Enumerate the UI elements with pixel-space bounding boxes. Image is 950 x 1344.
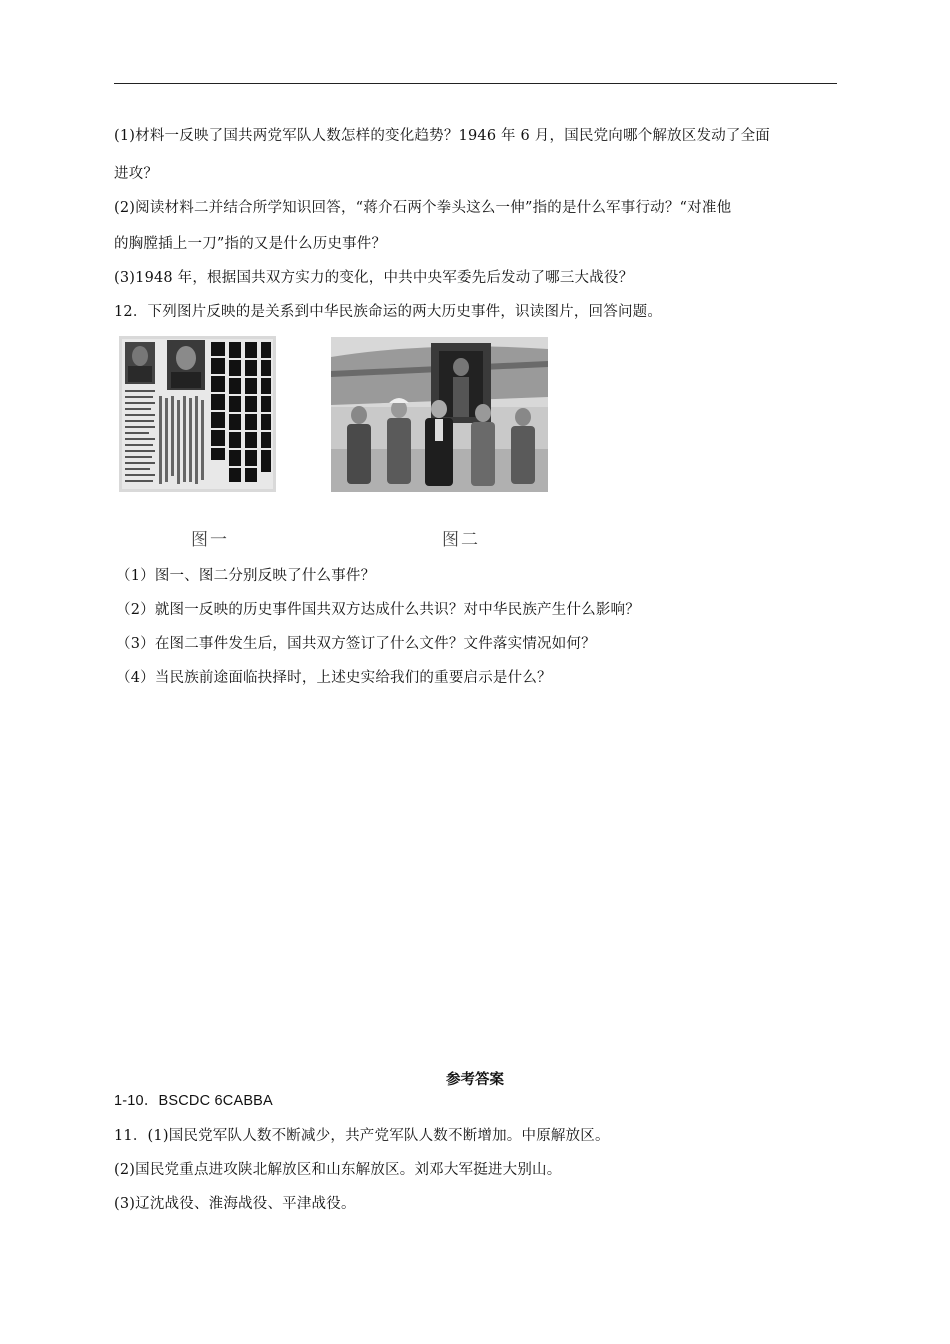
- answer-multiple-choice: 1-10．BSCDC 6CABBA: [114, 1093, 273, 1109]
- answer-11-1: 11．(1)国民党军队人数不断减少，共产党军队人数不断增加。中原解放区。: [114, 1128, 610, 1144]
- figure-1-caption: 图一: [191, 530, 229, 550]
- question-12-2: （2）就图一反映的历史事件国共双方达成什么共识？对中华民族产生什么影响？: [116, 602, 640, 618]
- answer-11-3: (3)辽沈战役、淮海战役、平津战役。: [114, 1196, 356, 1212]
- question-12-4: （4）当民族前途面临抉择时，上述史实给我们的重要启示是什么？: [116, 670, 552, 686]
- question-11-1-line-1: (1)材料一反映了国共两党军队人数怎样的变化趋势？1946 年 6 月，国民党向哪个解放区发动了全面: [114, 128, 770, 144]
- question-11-2-line-2: 的胸膛插上一刀”指的又是什么历史事件？: [114, 236, 387, 252]
- question-11-3: (3)1948 年，根据国共双方实力的变化，中共中央军委先后发动了哪三大战役？: [114, 270, 634, 286]
- question-11-2-line-1: (2)阅读材料二并结合所学知识回答，“蒋介石两个拳头这么一伸”指的是什么军事行动？“对准他: [114, 200, 732, 216]
- question-11-1-line-2: 进攻？: [114, 166, 159, 182]
- newspaper-image: [119, 336, 276, 492]
- figure-1-newspaper: [119, 336, 276, 492]
- header-rule: [114, 83, 837, 84]
- figure-2-caption: 图二: [442, 530, 480, 550]
- figure-2-photo: [331, 337, 548, 492]
- answer-11-2: (2)国民党重点进攻陕北解放区和山东解放区。刘邓大军挺进大别山。: [114, 1162, 562, 1178]
- question-12-3: （3）在图二事件发生后，国共双方签订了什么文件？文件落实情况如何？: [116, 636, 596, 652]
- group-photo-image: [331, 337, 548, 492]
- question-12-1: （1）图一、图二分别反映了什么事件？: [116, 568, 376, 584]
- question-12-stem: 12．下列图片反映的是关系到中华民族命运的两大历史事件，识读图片，回答问题。: [114, 304, 663, 320]
- answers-heading: 参考答案: [446, 1072, 504, 1088]
